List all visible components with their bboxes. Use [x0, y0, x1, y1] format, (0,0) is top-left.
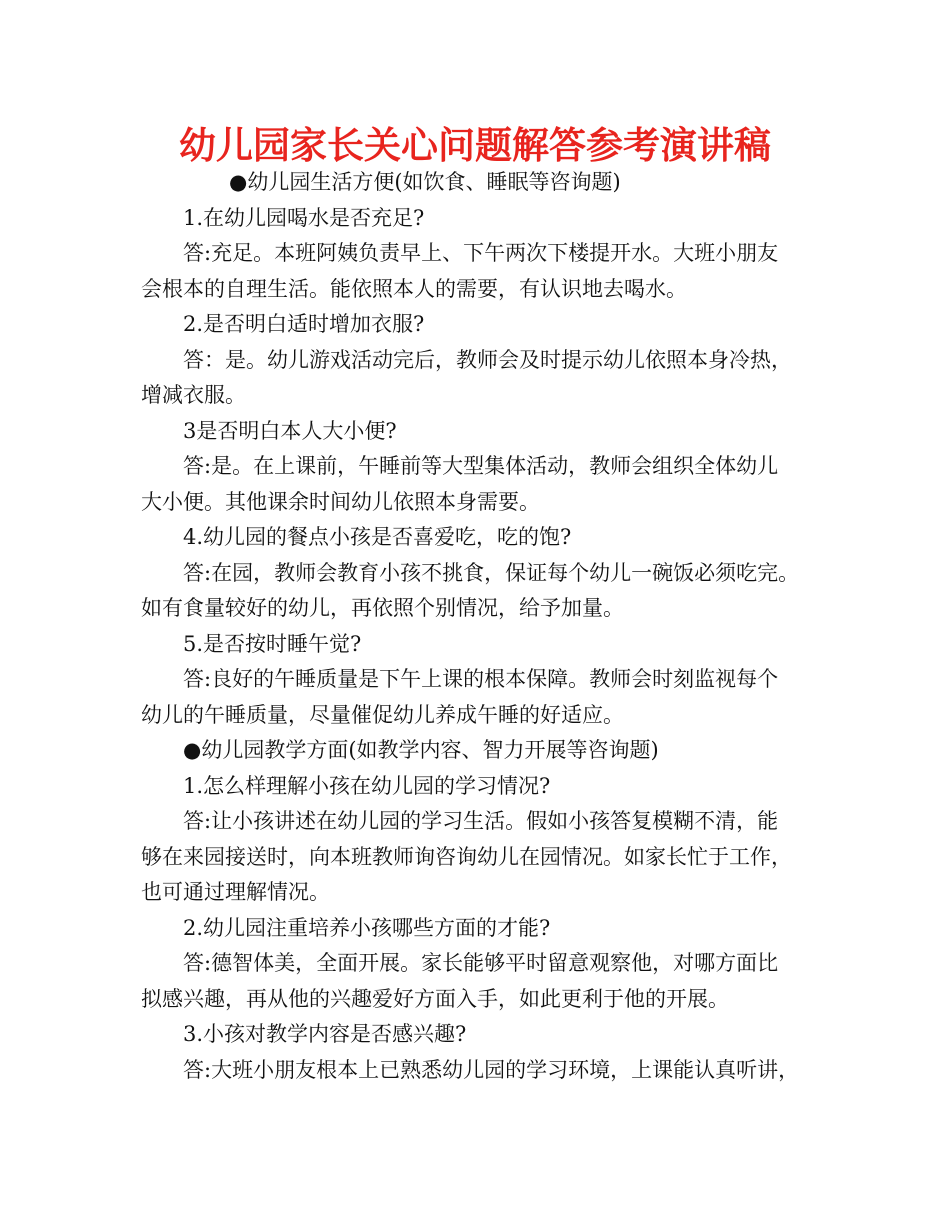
document-title: 幼儿园家长关心问题解答参考演讲稿 — [179, 124, 771, 167]
text-line: 大小便。其他课余时间幼儿依照本身需要。 — [141, 489, 540, 514]
text-line: 答:良好的午睡质量是下午上课的根本保障。教师会时刻监视每个 — [183, 667, 779, 691]
text-line: 3.小孩对教学内容是否感兴趣? — [183, 1022, 467, 1046]
document-body — [141, 165, 813, 1088]
text-line: ●幼儿园教学方面(如教学内容、智力开展等咨询题) — [183, 738, 659, 762]
text-line: 1.怎么样理解小孩在幼儿园的学习情况? — [183, 773, 551, 798]
text-line: 2.幼儿园注重培养小孩哪些方面的才能? — [183, 915, 551, 940]
text-line: 答:在园，教师会教育小孩不挑食，保证每个幼儿一碗饭必须吃完。 — [183, 560, 800, 585]
text-line: 答:大班小朋友根本上已熟悉幼儿园的学习环境，上课能认真听讲， — [183, 1057, 800, 1082]
text-line: 如有食量较好的幼儿，再依照个别情况，给予加量。 — [141, 596, 624, 620]
text-line: 会根本的自理生活。能依照本人的需要，有认识地去喝水。 — [141, 276, 687, 301]
text-line: 也可通过理解情况。 — [141, 880, 330, 904]
text-line: 答:是。在上课前，午睡前等大型集体活动，教师会组织全体幼儿 — [183, 454, 779, 478]
text-line: 1.在幼儿园喝水是否充足? — [183, 205, 425, 230]
text-line: 3是否明白本人大小便? — [183, 418, 397, 443]
text-line: 幼儿的午睡质量，尽量催促幼儿养成午睡的好适应。 — [141, 702, 624, 727]
text-line: 5.是否按时睡午觉? — [183, 631, 362, 656]
text-line: 够在来园接送时，向本班教师询咨询幼儿在园情况。如家长忙于工作， — [141, 844, 792, 869]
text-line: 4.幼儿园的餐点小孩是否喜爱吃，吃的饱? — [183, 525, 572, 549]
text-line: 答:充足。本班阿姨负责早上、下午两次下楼提开水。大班小朋友 — [183, 241, 779, 265]
text-line: 2.是否明白适时增加衣服? — [183, 312, 425, 336]
text-line: 答:让小孩讲述在幼儿园的学习生活。假如小孩答复模糊不清，能 — [183, 809, 779, 833]
text-line: 答:德智体美，全面开展。家长能够平时留意观察他，对哪方面比 — [183, 951, 779, 975]
text-line: 答：是。幼儿游戏活动完后，教师会及时提示幼儿依照本身冷热， — [183, 347, 792, 372]
section-heading: ●幼儿园生活方便(如饮食、睡眠等咨询题) — [229, 170, 621, 194]
text-line: 拟感兴趣，再从他的兴趣爱好方面入手，如此更利于他的开展。 — [141, 986, 729, 1011]
text-line: 增减衣服。 — [141, 383, 246, 407]
